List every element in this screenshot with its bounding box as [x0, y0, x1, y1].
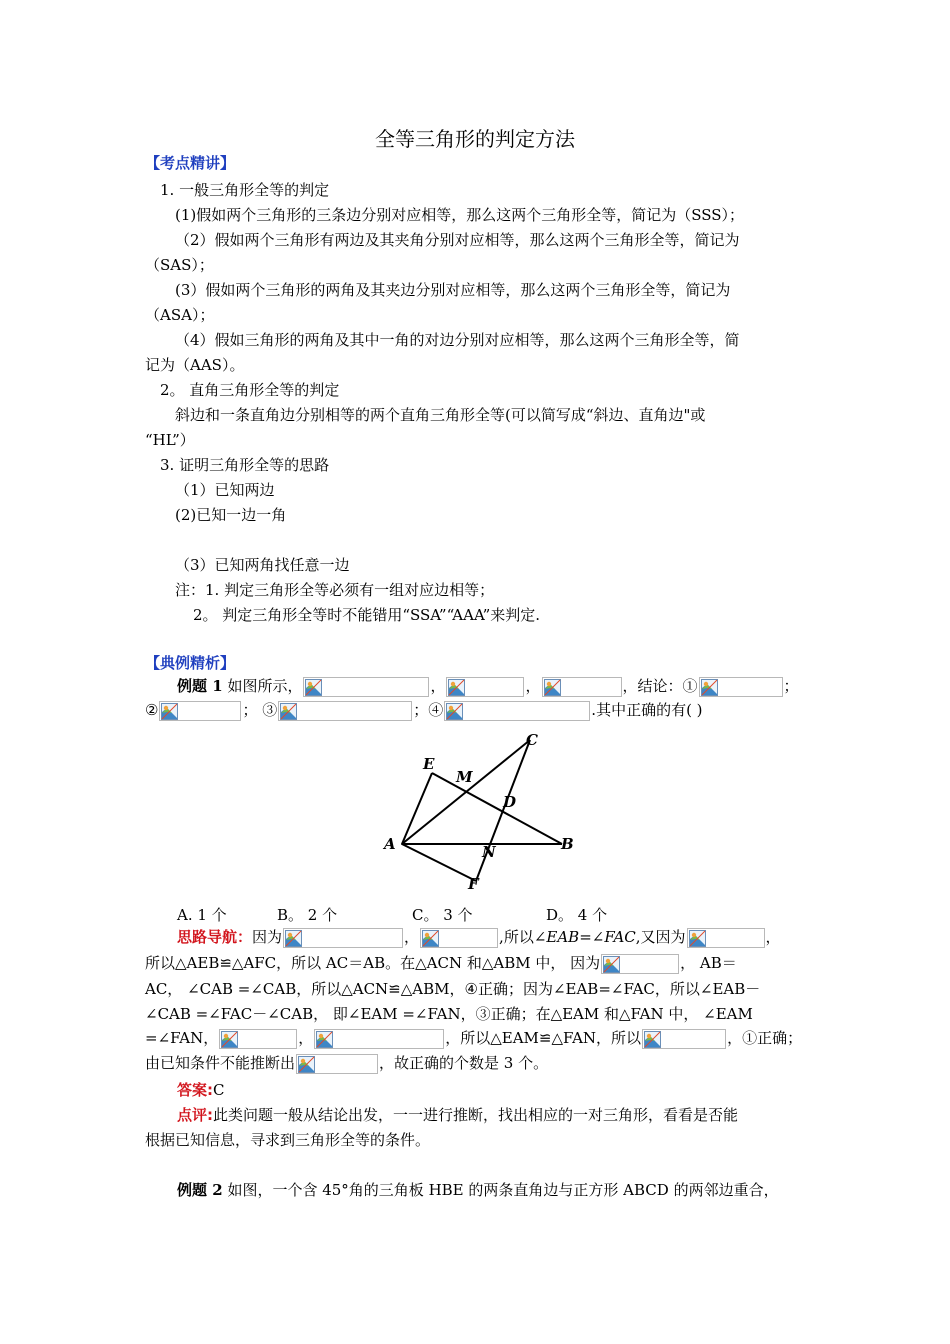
rule-sss: (1)假如两个三角形的三条边分别对应相等，那么这两个三角形全等，简记为（SSS）； [175, 206, 745, 224]
approach-two-sides: （1）已知两边 [175, 481, 275, 499]
edge-EB [432, 773, 562, 844]
formula-image [542, 677, 622, 697]
image-placeholder-icon [280, 703, 297, 720]
comment-label: 点评: [177, 1106, 213, 1124]
rule-asa: (3）假如两个三角形的两角及其夹边分别对应相等，那么这两个三角形全等，简记为 [175, 281, 731, 299]
rule-asa-abbrev: （ASA）； [145, 306, 215, 324]
formula-image [420, 928, 498, 948]
guide-line-4: ∠CAB =∠FAC－∠CAB， 即∠EAM =∠FAN，③正确；在△EAM 和△FAN 中， ∠EAM [145, 1005, 753, 1023]
example-1-line-1: 例题 1 如图所示， ， ， ，结论：① ； [177, 677, 799, 695]
approach-two-angles: （3）已知两角找任意一边 [175, 556, 350, 574]
comment-line-1: 点评:此类问题一般从结论出发，一一进行推断，找出相应的一对三角形，看看是否能 [177, 1106, 739, 1124]
formula-image [444, 701, 590, 721]
section-heading-examples: 【典例精析】 [145, 654, 236, 672]
guide-line-2: 所以△AEB≌△AFC，所以 AC＝AB。在△ACN 和△ABM 中， 因为 ， AB＝ [145, 954, 737, 972]
formula-image [699, 677, 783, 697]
option-c: C。 3 个 [412, 906, 473, 924]
image-placeholder-icon [316, 1031, 333, 1048]
label-N: N [482, 843, 496, 861]
image-placeholder-icon [221, 1031, 238, 1048]
example-1-label: 例题 1 [177, 677, 223, 695]
image-placeholder-icon [603, 956, 620, 973]
formula-image [601, 954, 679, 974]
formula-image [446, 677, 524, 697]
section-heading-key-points: 【考点精讲】 [145, 154, 236, 172]
option-d: D。 4 个 [546, 906, 608, 924]
example-2-line-1: 例题 2 如图，一个含 45°角的三角板 HBE 的两条直角边与正方形 ABCD 的两邻边重合， [177, 1181, 779, 1199]
answer-value: C [213, 1081, 225, 1099]
rule-sas: （2）假如两个三角形有两边及其夹角分别对应相等，那么这两个三角形全等，简记为 [175, 231, 740, 249]
image-placeholder-icon [161, 703, 178, 720]
formula-image [159, 701, 241, 721]
image-placeholder-icon [305, 679, 322, 696]
label-A: A [384, 835, 396, 853]
rule-hl: 斜边和一条直角边分别相等的两个直角三角形全等(可以简写成“斜边、直角边"或 [175, 406, 706, 424]
rule-hl-abbrev: “HL”） [145, 431, 195, 449]
label-D: D [503, 793, 517, 811]
rule-aas-abbrev: 记为（AAS）。 [145, 356, 245, 374]
label-C: C [526, 731, 538, 749]
option-b: B。 2 个 [277, 906, 338, 924]
formula-image [296, 1054, 378, 1074]
image-placeholder-icon [298, 1056, 315, 1073]
formula-image [219, 1029, 297, 1049]
image-placeholder-icon [544, 679, 561, 696]
item-1-heading: 1. 一般三角形全等的判定 [160, 181, 330, 199]
formula-image [283, 928, 403, 948]
edge-EA-AF [402, 773, 476, 881]
formula-image [687, 928, 765, 948]
image-placeholder-icon [644, 1031, 661, 1048]
image-placeholder-icon [285, 930, 302, 947]
example-1-line-2: ② ； ③ ；④ .其中正确的有( ) [145, 701, 703, 719]
formula-image [314, 1029, 444, 1049]
comment-line-2: 根据已知信息，寻求到三角形全等的条件。 [145, 1131, 431, 1149]
image-placeholder-icon [701, 679, 718, 696]
guide-line-5: =∠FAN， ， ，所以△EAM≌△FAN，所以 ，①正确； [145, 1029, 803, 1047]
answer-label: 答案: [177, 1081, 213, 1099]
rule-aas: （4）假如三角形的两角及其中一角的对边分别对应相等，那么这两个三角形全等，简 [175, 331, 740, 349]
label-B: B [561, 835, 574, 853]
rule-sas-abbrev: （SAS）； [145, 256, 214, 274]
option-a: A. 1 个 [177, 906, 227, 924]
item-2-heading: 2。 直角三角形全等的判定 [160, 381, 340, 399]
example-2-label: 例题 2 [177, 1181, 223, 1199]
item-3-heading: 3. 证明三角形全等的思路 [160, 456, 330, 474]
note-2: 2。 判定三角形全等时不能错用“SSA”“AAA”来判定. [193, 606, 541, 624]
guide-line-6: 由已知条件不能推断出 ，故正确的个数是 3 个。 [145, 1054, 549, 1072]
note-1: 注：1. 判定三角形全等必须有一组对应边相等； [175, 581, 495, 599]
label-F: F [468, 875, 479, 893]
guide-line-1: 思路导航：因为 ， ,所以∠EAB=∠FAC,又因为 ， [177, 928, 781, 946]
guide-line-3: AC， ∠CAB =∠CAB，所以△ACN≌△ABM，④正确；因为∠EAB=∠FAC，所以∠EAB－ [145, 980, 761, 998]
guide-label: 思路导航： [177, 928, 253, 946]
approach-side-angle: (2)已知一边一角 [175, 506, 287, 524]
image-placeholder-icon [422, 930, 439, 947]
geometry-figure [372, 728, 582, 898]
label-E: E [423, 755, 435, 773]
answer-line [177, 1080, 224, 1100]
formula-image [303, 677, 429, 697]
label-M: M [456, 768, 473, 786]
image-placeholder-icon [446, 703, 463, 720]
image-placeholder-icon [689, 930, 706, 947]
image-placeholder-icon [448, 679, 465, 696]
formula-image [642, 1029, 726, 1049]
page-title: 全等三角形的判定方法 [375, 127, 575, 151]
formula-image [278, 701, 412, 721]
